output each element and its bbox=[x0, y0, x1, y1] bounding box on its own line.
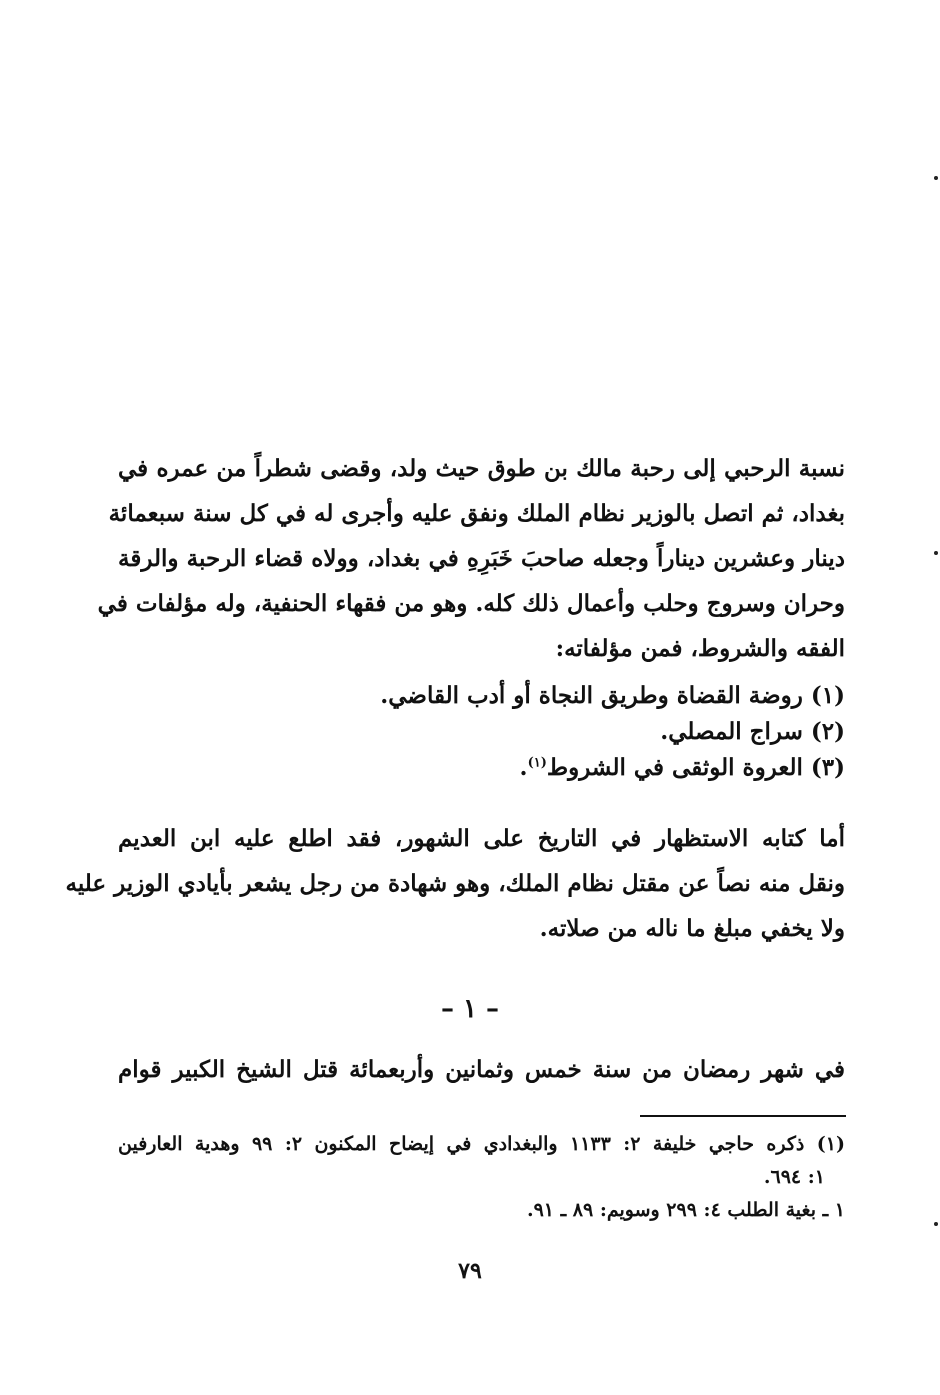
footnote-line: (١) ذكره حاجي خليفة ٢: ١١٣٣ والبغدادي في إيضاح المكنون ٢: ٩٩ وهدية العارفين bbox=[118, 1133, 845, 1155]
section-opening-paragraph bbox=[118, 1047, 845, 1092]
text-line: وحران وسروج وحلب وأعمال ذلك كله. وهو من فقهاء الحنفية، وله مؤلفات في bbox=[97, 590, 845, 617]
text-line: نسبة الرحبي إلى رحبة مالك بن طوق حيث ولد، وقضى شطراً من عمره في bbox=[118, 455, 845, 482]
footnote-line: ١: ٦٩٤. bbox=[763, 1166, 825, 1188]
scan-speck bbox=[934, 551, 938, 555]
page-number: ٧٩ bbox=[458, 1258, 482, 1284]
text-line: دينار وعشرين ديناراً وجعله صاحبَ خَبَرِهِ في بغداد، وولاه قضاء الرحبة والرقة bbox=[118, 545, 845, 572]
works-list bbox=[118, 678, 845, 786]
biography-paragraph bbox=[97, 446, 845, 671]
section-number: – ١ – bbox=[440, 994, 500, 1024]
list-item-text: (٣) العروة الوثقى في الشروط bbox=[546, 754, 845, 781]
scan-speck bbox=[934, 176, 938, 180]
historical-work-paragraph bbox=[65, 816, 845, 951]
list-item: (١) روضة القضاة وطريق النجاة أو أدب القاضي. bbox=[380, 682, 845, 709]
footnote-line: ١ ـ بغية الطلب ٤: ٢٩٩ وسويم: ٨٩ ـ ٩١. bbox=[526, 1199, 845, 1221]
footnote-marker: (١) bbox=[527, 755, 547, 771]
text-line: الفقه والشروط، فمن مؤلفاته: bbox=[555, 635, 845, 662]
list-item-punct: . bbox=[519, 754, 528, 781]
text-line: ونقل منه نصاً عن مقتل نظام الملك، وهو شهادة من رجل يشعر بأيادي الوزير عليه bbox=[65, 870, 845, 897]
footnote-divider bbox=[640, 1115, 846, 1117]
text-line: في شهر رمضان من سنة خمس وثمانين وأربعمائة قتل الشيخ الكبير قوام bbox=[118, 1056, 845, 1083]
scan-speck bbox=[934, 1222, 938, 1226]
footnotes bbox=[118, 1128, 845, 1227]
text-line: ولا يخفي مبلغ ما ناله من صلاته. bbox=[539, 915, 845, 942]
text-line: أما كتابه الاستظهار في التاريخ على الشهور، فقد اطلع عليه ابن العديم bbox=[118, 825, 845, 852]
list-item bbox=[118, 750, 845, 786]
text-line: بغداد، ثم اتصل بالوزير نظام الملك ونفق عليه وأجرى له في كل سنة سبعمائة bbox=[108, 500, 845, 527]
list-item: (٢) سراج المصلي. bbox=[660, 718, 845, 745]
